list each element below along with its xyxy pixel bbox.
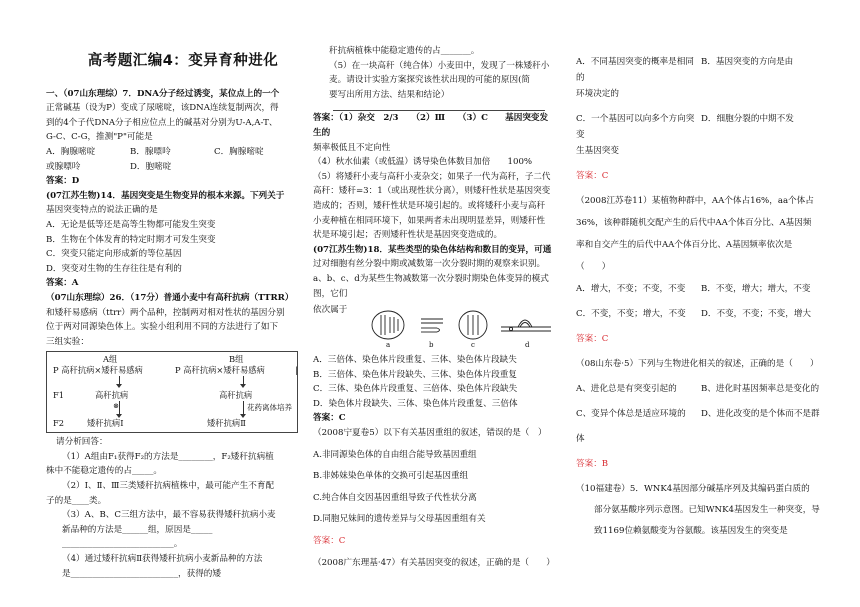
arrow-icon (243, 376, 244, 385)
answer-line: 状是环境引起；否则矮秆性状是基因突变造成的。 (313, 230, 503, 241)
answer-line: 频率极低且不定向性 (313, 142, 391, 153)
option: A．无论是低等还是高等生物都可能发生突变 (46, 219, 216, 230)
q4-line: 图，它们 (313, 288, 348, 299)
option: A．增大，不变；不变，不变 (576, 284, 686, 294)
option: A．三倍体、染色体片段重复、三体、染色体片段缺失 (313, 355, 517, 366)
q4-line: a、b、c、d为某些生物减数第一次分裂时期染色体变异的模式 (313, 273, 549, 284)
q3-line: 三组实验： (46, 336, 89, 347)
q3-sub: 麦。请设计实验方案探究该性状出现的可能的原因(简 (329, 75, 531, 86)
option: 环境决定的 (576, 89, 619, 99)
q3-sub: 株中不能稳定遗传的占_____。 (46, 466, 163, 477)
column-left (46, 0, 298, 581)
option: D、进化改变的是个体而不是群 (701, 409, 820, 419)
q9-line: 部分氨基酸序列示意图。已知WNK4基因发生一种突变，导 (594, 505, 820, 515)
cell-c-figure (459, 311, 487, 339)
cell-label: c (471, 341, 475, 350)
cell-label: a (386, 341, 391, 350)
q3-line: 和矮秆易感病（ttrr）两个品种，控制两对相对性状的基因分别 (46, 307, 285, 318)
answer: 答案：D (46, 176, 80, 187)
answer-line: （4）秋水仙素（或低温）诱导染色体数目加倍 100% (313, 157, 533, 168)
q2-head: (07江苏生物)14．基因突变是生物变异的根本来源。下列关于 (46, 190, 285, 201)
option: D．不变，不变；不变，增大 (701, 309, 812, 319)
q7-options (576, 306, 826, 322)
option: A．胸腺嘧啶 (46, 146, 96, 157)
option: B．三倍体、染色体片段缺失、三体、染色体片段重复 (313, 369, 517, 380)
option: A．不同基因突变的概率是相同的 (576, 57, 694, 83)
q1-line: 正常碱基（设为P）变成了尿嘧啶，该DNA连续复制两次，得 (46, 103, 279, 114)
q8-options (576, 381, 826, 397)
q7-line: （2008江苏卷11）某植物种群中，AA个体占16%，aa个体占 (576, 196, 814, 206)
q1-line: 到的4个子代DNA分子相应位点上的碱基对分别为U-A,A-T、 (46, 117, 278, 128)
answer-blank-line (333, 102, 545, 111)
option: B．不变，增大；增大，不变 (701, 284, 811, 294)
cell-d-figure (501, 320, 551, 331)
cell-label: d (525, 341, 530, 350)
arrow-icon (243, 401, 244, 415)
cell-b-figure (421, 319, 443, 332)
option: D．突变对生物的生存往往是有利的 (46, 263, 182, 274)
option: A、进化总是有突变引起的 (576, 384, 677, 394)
option: D．细胞分裂的中期不发 (701, 114, 794, 124)
q3-sub: （5）在一块高秆（纯合体）小麦田中，发现了一株矮秆小 (329, 60, 550, 71)
q6-options (576, 111, 826, 143)
option: 体 (576, 434, 585, 444)
option: C、变异个体总是适应环境的 (576, 409, 686, 419)
q3-head: （07山东理综）26．（17分）普通小麦中有高秆抗病（TTRR） (46, 292, 294, 303)
column-middle (313, 44, 553, 570)
q9-line: 致1169位赖氨酸变为谷氨酸。该基因发生的突变是 (594, 526, 788, 536)
q4-line: 依次属于 (313, 305, 348, 316)
q3-line: 位于两对同源染色体上。实验小组利用不同的方法进行了如下 (46, 322, 279, 333)
group-b-cross: P 高秆抗病×矮秆易感病 (175, 365, 265, 376)
option: C.纯合体自交因基因重组导致子代性状分离 (313, 492, 477, 503)
answer: 答案：（1）杂交 2/3 （2）Ⅲ （3）C 基因突变发生的 (313, 113, 549, 138)
page-title: 高考题汇编4：变异育种进化 (87, 53, 279, 69)
answer-line: 小麦种植在相同环境下，如果两者未出现明显差异，则矮秆性 (313, 215, 546, 226)
q9-line: （10福建卷）5．WNK4基因部分碱基序列及其编码蛋白质的 (576, 484, 810, 494)
q1-head: 一、（07山东理综）7．DNA分子经过诱变，某位点上的一个 (46, 88, 280, 99)
option: C．一个基因可以向多个方向突变 (576, 114, 695, 140)
q7-line: 36%，该种群随机交配产生的后代中AA个体百分比、A基因频 (576, 218, 812, 228)
q3-sub: 是_________________________，获得的矮 (62, 568, 221, 579)
answer: 答案：A (46, 278, 79, 289)
divider-bar: | (295, 365, 298, 376)
q4-line: 过对细胞有丝分裂中期或减数第一次分裂时期的观察来识别。 (313, 259, 546, 270)
option: C．突变只能定向形成新的等位基因 (46, 249, 182, 260)
option: C．不变，不变；增大，不变 (576, 309, 686, 319)
option: D．染色体片段缺失、三体、染色体片段重复、三倍体 (313, 398, 518, 409)
group-b-f2: 矮秆抗病Ⅱ (207, 418, 246, 429)
option: B．生物在个体发育的特定时期才可发生突变 (46, 234, 216, 245)
breeding-diagram (46, 351, 298, 433)
cell-label: b (429, 341, 434, 350)
option: D.同胞兄妹间的遗传差异与父母基因重组有关 (313, 514, 486, 525)
q8-options (576, 406, 826, 422)
q2-line: 基因突变特点的说法正确的是 (46, 205, 158, 216)
q3-sub: （4）通过矮秆抗病Ⅱ获得矮秆抗病小麦新品种的方法 (62, 554, 263, 565)
option: B.非姊妹染色单体的交换可引起基因重组 (313, 471, 469, 482)
q7-line: 率和自交产生的后代中AA个体百分比、A基因频率依次是 (576, 240, 793, 250)
group-b-f1: 高秆抗病 (219, 390, 253, 401)
option: D．胞嘧啶 (130, 161, 172, 172)
q6-options (576, 54, 826, 86)
q7-options (576, 281, 826, 297)
q3-sub: （2）Ⅰ、Ⅱ、Ⅲ三类矮秆抗病植株中，最可能产生不育配 (62, 481, 275, 492)
self-cross-symbol: ⊗ (113, 402, 119, 411)
answer-line: （5）将矮秆小麦与高秆小麦杂交；如果子一代为高秆，子二代 (313, 171, 551, 182)
f1-label: F1 (53, 390, 65, 401)
q3-sub: 新品种的方法是______组，原因是_____ (62, 524, 213, 535)
q5-head: （2008宁夏卷5）以下有关基因重组的叙述，错误的是（ ） (313, 428, 547, 439)
q1-options (46, 145, 298, 160)
q1-options (46, 160, 298, 175)
arrow-icon (119, 376, 120, 385)
answer-line: 造成的；否则，矮秆性状是环境引起的。或将矮秆小麦与高秆 (313, 200, 546, 211)
group-a-label: A组 (103, 354, 118, 365)
option: C．三体、染色体片段重复、三倍体、染色体片段缺失 (313, 384, 518, 395)
column-right (576, 54, 826, 548)
q3-sub: 要写出所用方法、结果和结论） (329, 89, 450, 100)
q3-ask: 请分析回答： (56, 437, 108, 448)
self-cross-arrow-icon (119, 401, 120, 415)
q3-sub: 秆抗病植株中能稳定遗传的占_______。 (329, 46, 480, 56)
group-a-f2: 矮秆抗病Ⅰ (87, 418, 124, 429)
answer: 答案：C (576, 334, 609, 344)
answer: 答案：C (313, 536, 346, 547)
q3-sub: 子的是____类。 (46, 495, 107, 506)
chromosome-figure (313, 303, 553, 351)
group-b-label: B组 (229, 354, 244, 365)
q4-head: (07江苏生物)18．某些类型的染色体结构和数目的变异，可通 (313, 244, 552, 255)
q8-head: （08山东卷·5）下列与生物进化相关的叙述，正确的是（ ） (576, 359, 819, 369)
option: 或腺嘌呤 (46, 161, 81, 172)
option: A.非同源染色体的自由组合能导致基因重组 (313, 449, 477, 460)
anther-culture-label: 花药离体培养 (247, 403, 292, 413)
answer: 答案：C (313, 413, 346, 424)
q3-sub: （3）A、B、C三组方法中，最不容易获得矮秆抗病小麦 (62, 510, 276, 521)
answer: 答案：B (576, 459, 609, 469)
q7-line: （ ） (576, 262, 611, 272)
q6-head: （2008广东理基·47）有关基因突变的叙述，正确的是（ ） (313, 557, 555, 568)
answer-line: 高秆：矮秆=3：1（或出现性状分离），则矮秆性状是基因突变 (313, 186, 551, 197)
f2-label: F2 (53, 418, 65, 429)
cell-a-figure (372, 311, 404, 339)
answer: 答案：C (576, 171, 609, 181)
group-a-cross: P 高秆抗病×矮秆易感病 (53, 365, 143, 376)
group-a-f1: 高秆抗病 (95, 390, 129, 401)
option: B．基因突变的方向是由 (701, 57, 794, 67)
q3-sub: __________________________。 (62, 539, 183, 550)
q1-line: G-C、C-G，推测"P"可能是 (46, 132, 153, 143)
q3-sub: （1）A组由F₁获得F₂的方法是________，F₂矮秆抗病植 (62, 451, 274, 462)
option: C．胸腺嘧啶 (214, 146, 264, 157)
option: B．腺嘌呤 (130, 146, 171, 157)
option: B、进化时基因频率总是变化的 (701, 384, 820, 394)
option: 生基因突变 (576, 146, 619, 156)
